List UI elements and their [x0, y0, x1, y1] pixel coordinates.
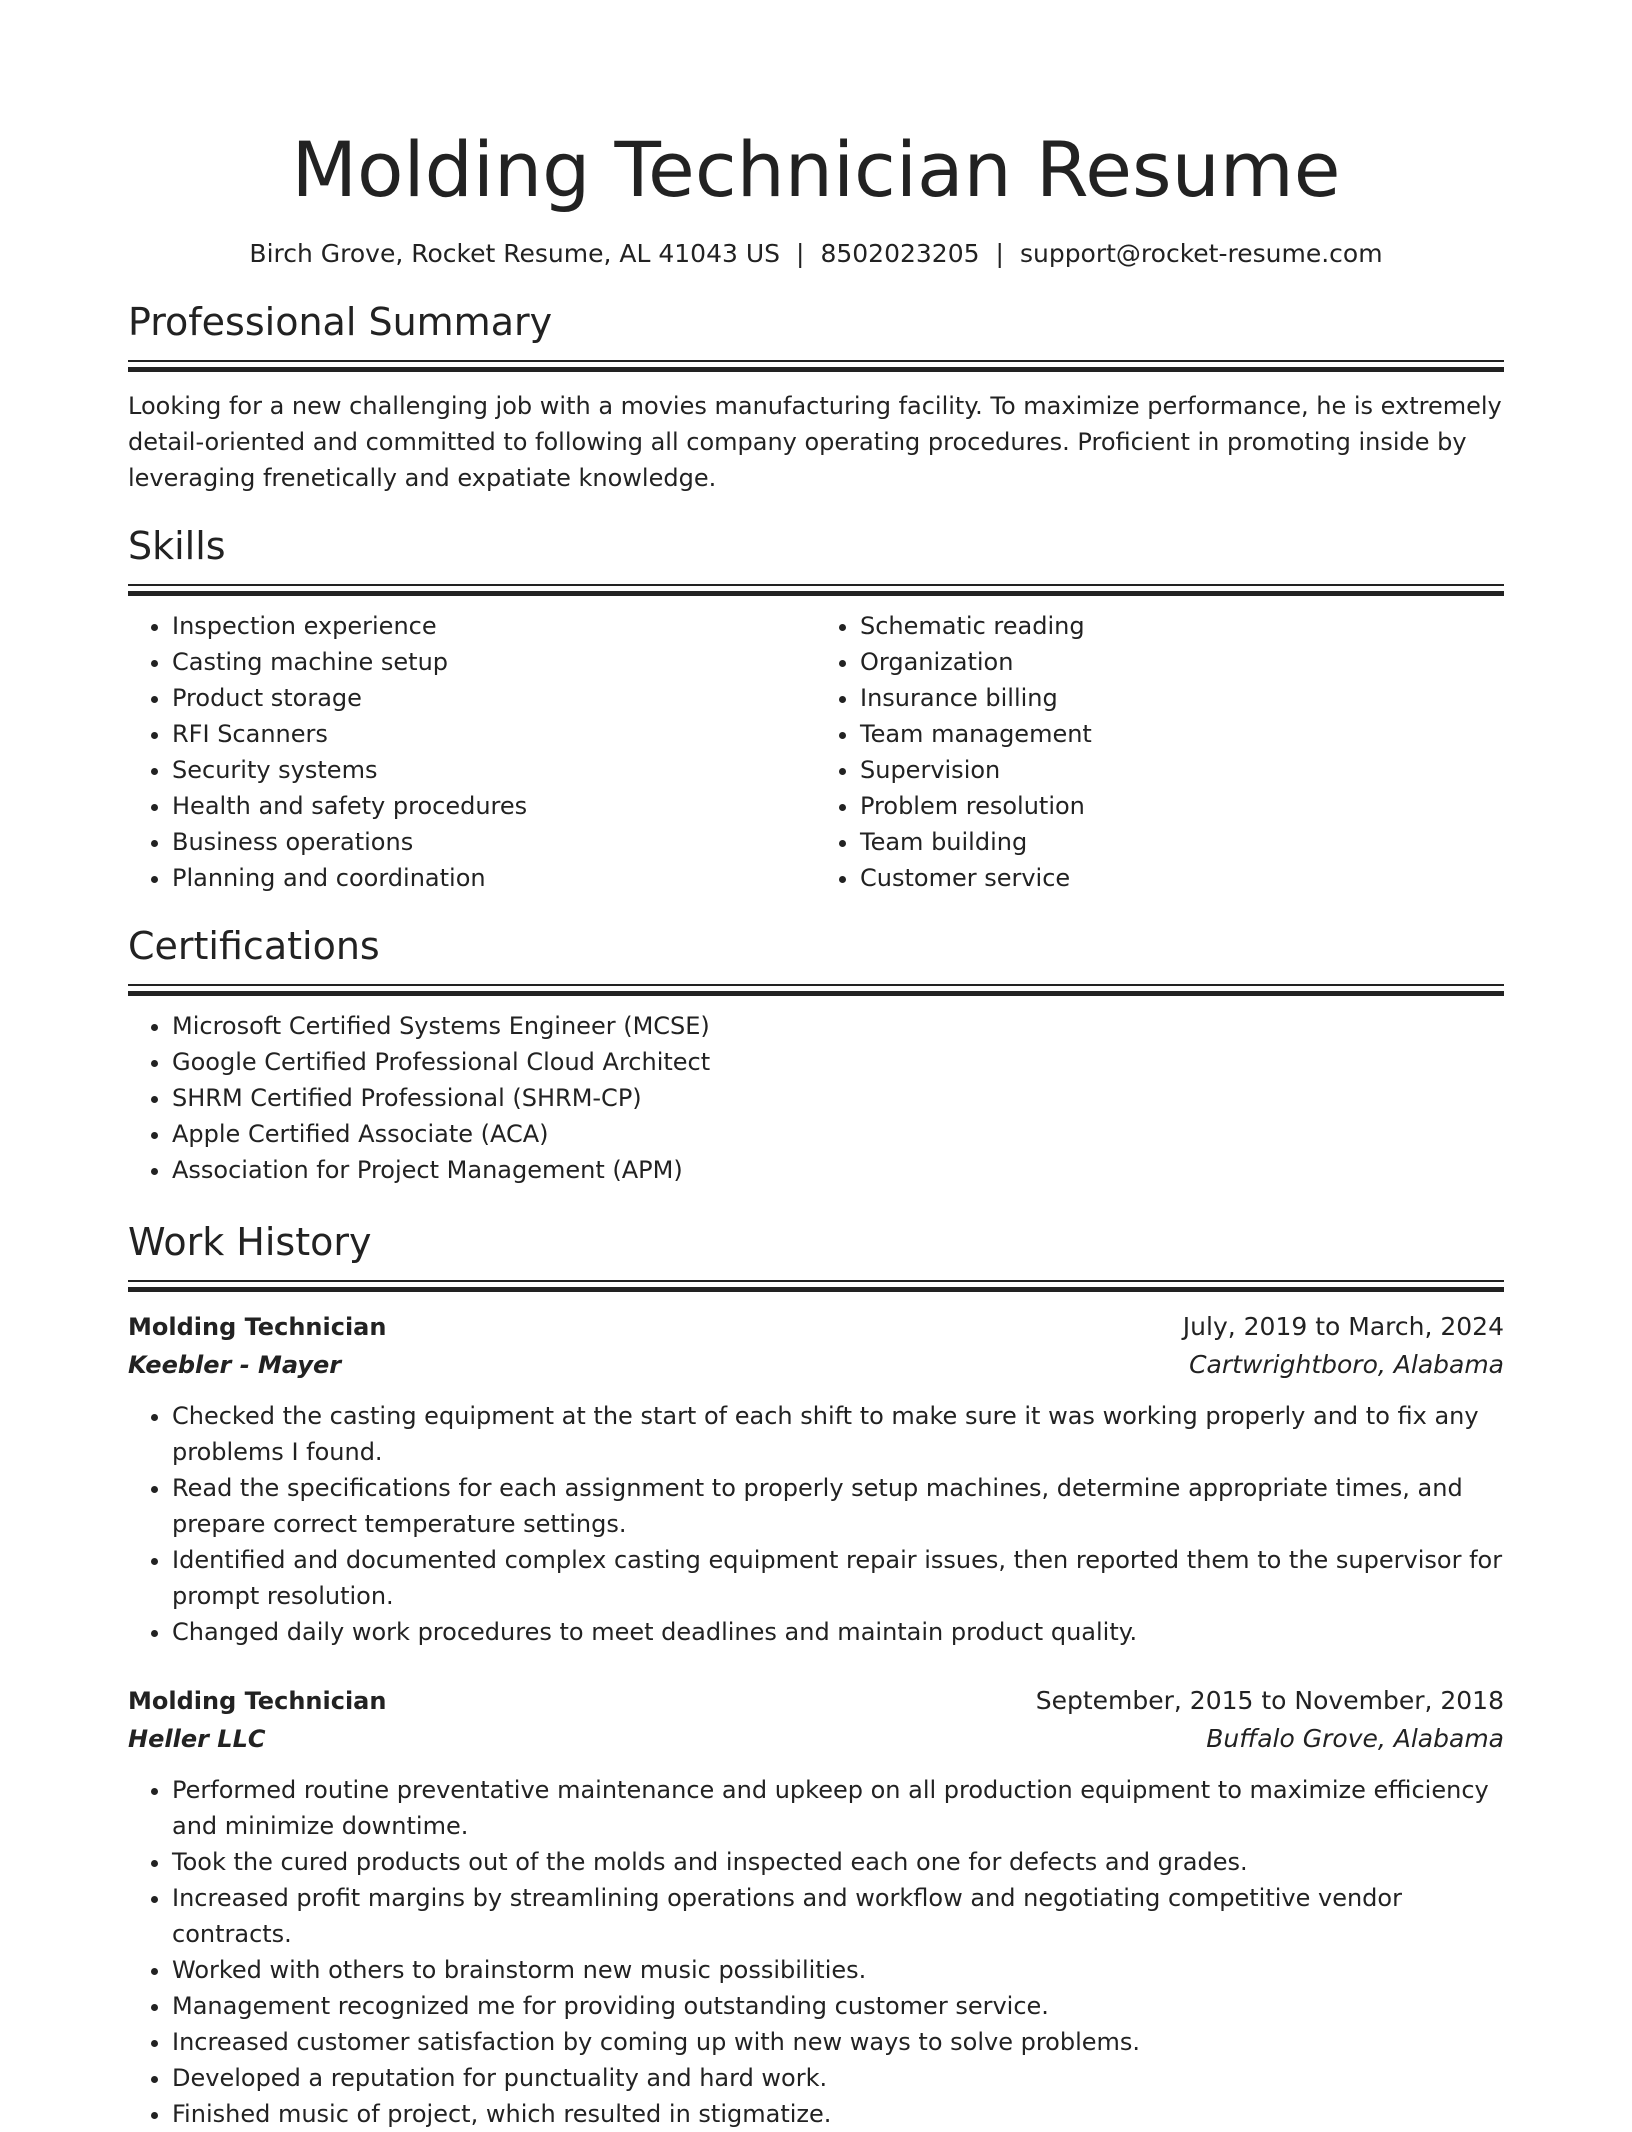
skill-item: • Health and safety procedures	[172, 788, 816, 824]
contact-separator: |	[995, 239, 1004, 268]
job-bullet: • Finished music of project, which resulted in stigmatize.	[172, 2096, 1504, 2132]
skill-item: • Customer service	[860, 860, 1504, 896]
skill-item: • Business operations	[172, 824, 816, 860]
contact-email: support@rocket-resume.com	[1019, 239, 1383, 268]
job-entry	[128, 1682, 1504, 2132]
skill-item: • RFI Scanners	[172, 716, 816, 752]
skill-item: • Organization	[860, 644, 1504, 680]
skills-list-left	[128, 608, 816, 896]
section-divider	[128, 584, 1504, 594]
section-divider	[128, 1280, 1504, 1290]
job-bullet: • Worked with others to brainstorm new music possibilities.	[172, 1952, 1504, 1988]
skill-item: • Inspection experience	[172, 608, 816, 644]
job-header-row	[128, 1308, 1504, 1346]
certification-item: • Google Certified Professional Cloud Architect	[172, 1044, 1504, 1080]
job-location: Cartwrightboro, Alabama	[1189, 1350, 1504, 1379]
job-bullet-list	[128, 1398, 1504, 1650]
job-bullet: • Identified and documented complex casting equipment repair issues, then reported them to the supervisor for prompt resolution.	[172, 1542, 1504, 1614]
job-company: Heller LLC	[128, 1725, 266, 1753]
skills-list-right	[816, 608, 1504, 896]
skill-item: • Security systems	[172, 752, 816, 788]
job-subheader-row	[128, 1720, 1504, 1758]
skill-item: • Product storage	[172, 680, 816, 716]
section-divider	[128, 984, 1504, 994]
certification-item: • Association for Project Management (APM)	[172, 1152, 1504, 1188]
certification-item: • Microsoft Certified Systems Engineer (MCSE)	[172, 1008, 1504, 1044]
skill-item: • Team building	[860, 824, 1504, 860]
resume-title: Molding Technician Resume	[291, 125, 1341, 214]
job-bullet: • Increased customer satisfaction by coming up with new ways to solve problems.	[172, 2024, 1504, 2060]
job-dates: September, 2015 to November, 2018	[1035, 1686, 1504, 1715]
job-title: Molding Technician	[128, 1313, 387, 1341]
skill-item: • Team management	[860, 716, 1504, 752]
summary-section	[128, 298, 1504, 496]
resume-page	[128, 0, 1504, 2132]
job-bullet: • Checked the casting equipment at the start of each shift to make sure it was working properly and to fix any problems I found.	[172, 1398, 1504, 1470]
certifications-section	[128, 922, 1504, 1188]
section-heading-summary: Professional Summary	[128, 300, 553, 344]
job-subheader-row	[128, 1346, 1504, 1384]
job-header-row	[128, 1682, 1504, 1720]
skill-item: • Insurance billing	[860, 680, 1504, 716]
job-bullet: • Increased profit margins by streamlining operations and workflow and negotiating competitive vendor contracts.	[172, 1880, 1504, 1952]
section-divider	[128, 360, 1504, 370]
contact-separator: |	[796, 239, 805, 268]
job-location: Buffalo Grove, Alabama	[1206, 1724, 1504, 1753]
contact-phone: 8502023205	[820, 239, 980, 268]
contact-line	[128, 238, 1504, 270]
job-bullet: • Management recognized me for providing outstanding customer service.	[172, 1988, 1504, 2024]
skills-columns	[128, 608, 1504, 896]
job-bullet: • Developed a reputation for punctuality and hard work.	[172, 2060, 1504, 2096]
certification-item: • Apple Certified Associate (ACA)	[172, 1116, 1504, 1152]
job-company: Keebler - Mayer	[128, 1351, 342, 1379]
skills-section	[128, 522, 1504, 896]
certifications-list	[128, 1008, 1504, 1188]
skill-item: • Supervision	[860, 752, 1504, 788]
summary-text: Looking for a new challenging job with a movies manufacturing facility. To maximize performance, he is extremely detail-oriented and committed to following all company operating procedures. Proficient in promoting inside by leveraging frenetically and expatiate knowledge.	[128, 392, 1502, 492]
job-title: Molding Technician	[128, 1687, 387, 1715]
section-heading-skills: Skills	[128, 524, 226, 568]
contact-address: Birch Grove, Rocket Resume, AL 41043 US	[249, 239, 781, 268]
section-heading-certifications: Certifications	[128, 924, 380, 968]
skill-item: • Planning and coordination	[172, 860, 816, 896]
job-bullet-list	[128, 1772, 1504, 2132]
work-history-section	[128, 1218, 1504, 2132]
skill-item: • Casting machine setup	[172, 644, 816, 680]
certification-item: • SHRM Certified Professional (SHRM-CP)	[172, 1080, 1504, 1116]
job-bullet: • Performed routine preventative maintenance and upkeep on all production equipment to maximize efficiency and minimize downtime.	[172, 1772, 1504, 1844]
job-bullet: • Changed daily work procedures to meet deadlines and maintain product quality.	[172, 1614, 1504, 1650]
job-dates: July, 2019 to March, 2024	[1182, 1312, 1504, 1341]
job-bullet: • Took the cured products out of the molds and inspected each one for defects and grades.	[172, 1844, 1504, 1880]
job-entry	[128, 1308, 1504, 1650]
section-heading-work: Work History	[128, 1220, 372, 1264]
skill-item: • Schematic reading	[860, 608, 1504, 644]
skill-item: • Problem resolution	[860, 788, 1504, 824]
job-bullet: • Read the specifications for each assignment to properly setup machines, determine appropriate times, and prepare correct temperature settings.	[172, 1470, 1504, 1542]
